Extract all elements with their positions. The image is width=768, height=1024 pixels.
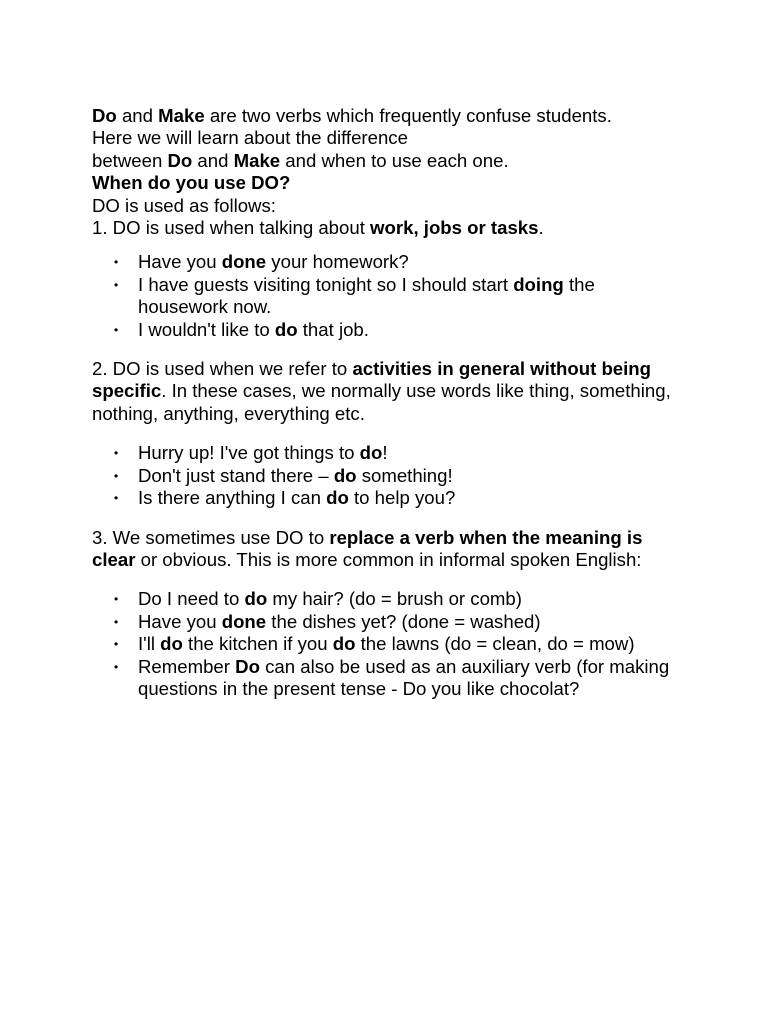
- document-body: [92, 105, 682, 700]
- intro-line-3: between Do and Make and when to use each one.: [92, 149, 509, 171]
- used-as-line: DO is used as follows:: [92, 194, 276, 216]
- section-2-paragraph: 2. DO is used when we refer to activities in general without being specific. In these cases, we normally use words like thing, something, nothing, anything, everything etc.: [92, 358, 671, 424]
- bullet-icon: •: [114, 468, 119, 483]
- bold-term: Make: [158, 105, 205, 126]
- section-heading: When do you use DO?: [92, 172, 291, 194]
- list-item: • I wouldn't like to do that job.: [114, 318, 369, 340]
- bullet-icon: •: [114, 614, 119, 629]
- section-3-list: [92, 588, 682, 700]
- bold-term: Do: [167, 149, 193, 171]
- section-1-list: [92, 251, 682, 341]
- bullet-icon: •: [114, 277, 119, 292]
- list-item: • Remember Do can also be used as an auxiliary verb (for making questions in the present tense - Do you like chocolat?: [114, 655, 670, 699]
- bullet-icon: •: [114, 446, 119, 461]
- bullet-icon: •: [114, 491, 119, 506]
- section-2-list: [92, 442, 682, 509]
- bold-term: Make: [233, 149, 281, 171]
- bold-term: replace a verb when the meaning is clear: [92, 526, 643, 570]
- list-item: • Don't just stand there – do something!: [114, 464, 453, 486]
- list-item: • Is there anything I can do to help you?: [114, 487, 456, 509]
- bullet-icon: •: [114, 659, 119, 674]
- list-item: • Have you done the dishes yet? (done = washed): [114, 610, 541, 632]
- bold-term: Do: [92, 105, 117, 126]
- list-item: • Do I need to do my hair? (do = brush or comb): [114, 588, 522, 610]
- section-3-paragraph: 3. We sometimes use DO to replace a verb when the meaning is clear or obvious. This is more common in informal spoken English:: [92, 526, 643, 570]
- intro-line-2: Here we will learn about the difference: [92, 127, 408, 149]
- bullet-icon: •: [114, 322, 119, 337]
- bold-term: activities in general without being specific: [92, 358, 652, 402]
- list-item: • Hurry up! I've got things to do!: [114, 442, 388, 464]
- section-1-paragraph: 1. DO is used when talking about work, jobs or tasks.: [92, 217, 544, 239]
- bullet-icon: •: [114, 637, 119, 652]
- bullet-icon: •: [114, 255, 119, 270]
- list-item: • I have guests visiting tonight so I should start doing the housework now.: [114, 273, 595, 318]
- list-item: • I'll do the kitchen if you do the lawns (do = clean, do = mow): [114, 633, 635, 655]
- bullet-icon: •: [114, 592, 119, 607]
- intro-line-1: Do and Make are two verbs which frequently confuse students.: [92, 105, 612, 126]
- list-item: • Have you done your homework?: [114, 251, 409, 273]
- bold-term: work, jobs or tasks: [370, 217, 539, 239]
